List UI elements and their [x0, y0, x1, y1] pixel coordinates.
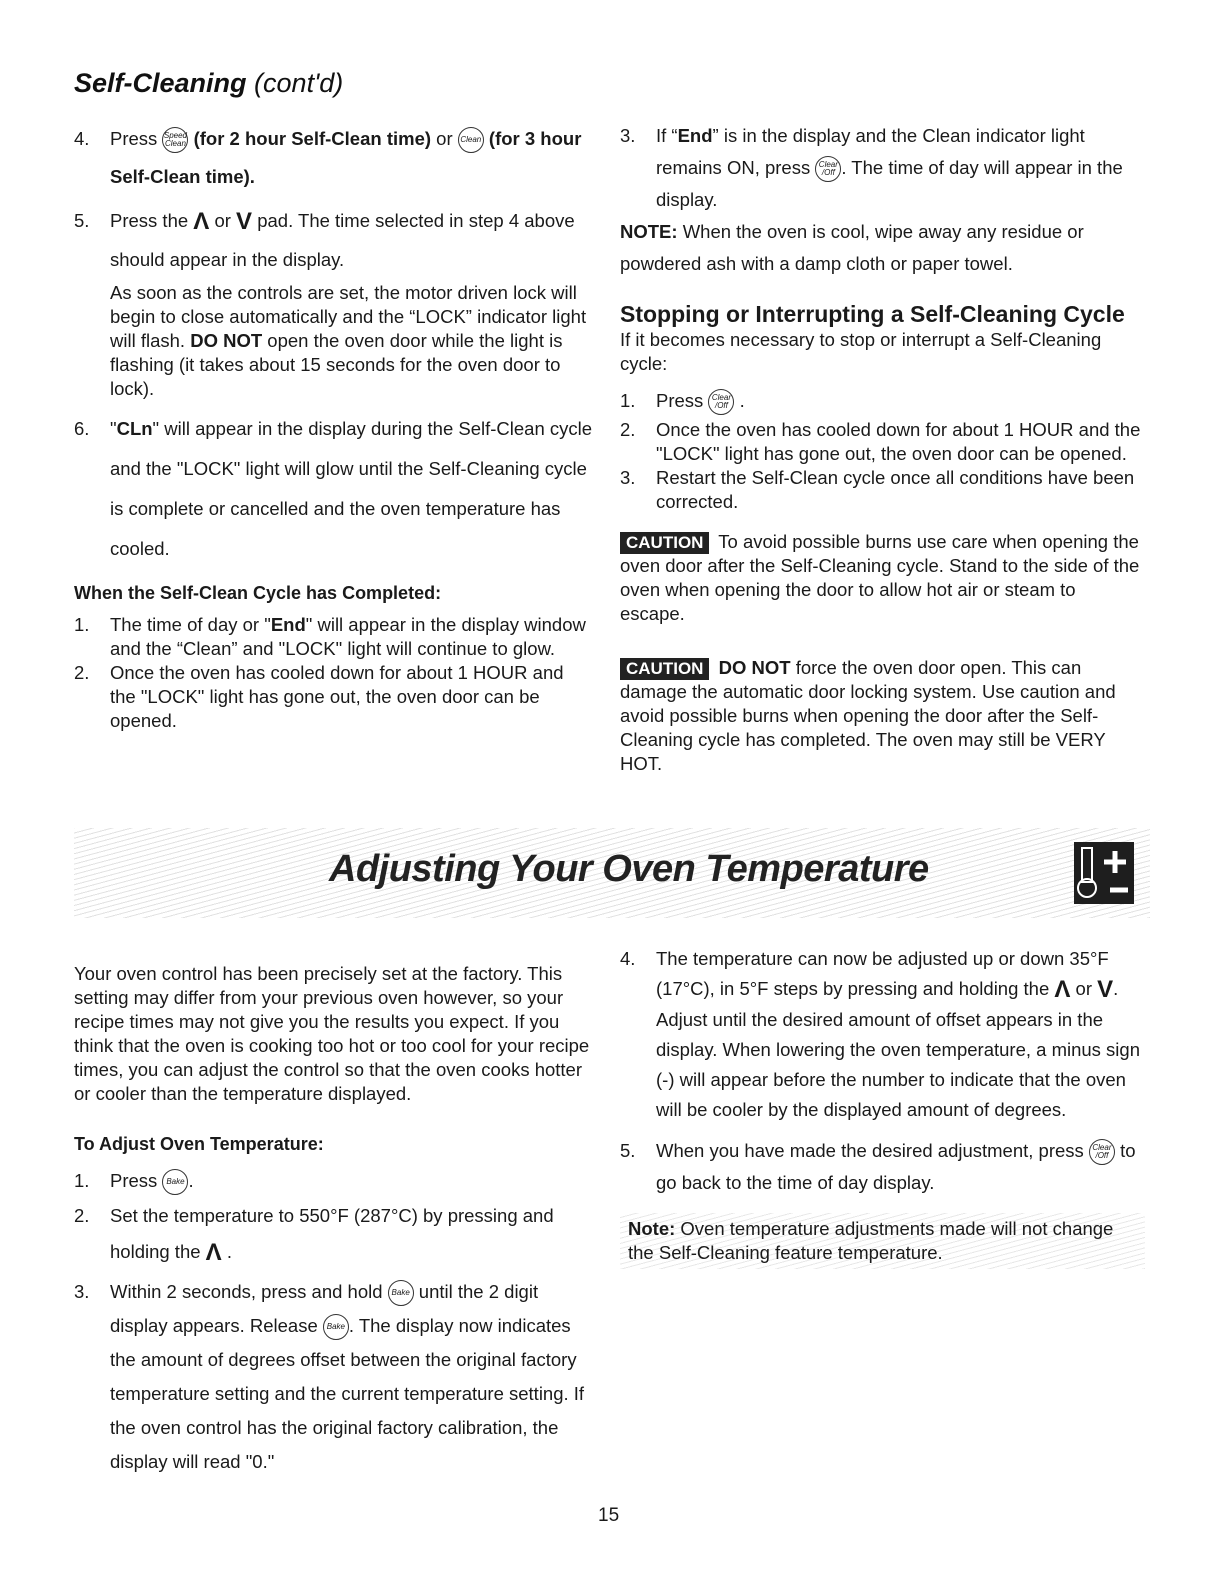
step-text: pad. The time selected in step 4 above should appear in the display. [110, 210, 575, 270]
stop-step-2 [620, 418, 1145, 466]
step-text: open the oven door while the light is flashing (it takes about 15 seconds for the oven door to lock). [110, 330, 563, 399]
completed-step-1 [74, 613, 594, 661]
banner-title: Adjusting Your Oven Temperature [329, 848, 929, 890]
speed-clean-button-icon: Speed Clean [162, 127, 188, 153]
step-number: 5. [74, 210, 90, 231]
step-text: The time of day or " [110, 614, 271, 635]
step-text: to go back to the time of day display. [656, 1140, 1136, 1193]
adjust-step-1 [74, 1164, 596, 1198]
section-title-rest: (cont'd) [254, 68, 344, 98]
step-text: Once the oven has cooled down for about 1 HOUR and the "LOCK" light has gone out, the oven door can be opened. [656, 419, 1141, 464]
bake-button-icon: Bake [388, 1280, 414, 1306]
caution-1 [620, 530, 1145, 626]
step-text: or [436, 128, 453, 149]
adjust-step-5 [620, 1135, 1145, 1199]
caution-bold: DO NOT [718, 657, 791, 678]
caution-badge: CAUTION [620, 658, 709, 680]
section-title-bold: Self-Cleaning [74, 68, 247, 98]
bake-button-icon: Bake [323, 1314, 349, 1340]
adjust-intro: Your oven control has been precisely set at the factory. This setting may differ from your previous oven however, so your recipe times may not give you the results you expect. If you think that the oven is cooking too hot or too cool for your recipe times, you can adjust the control so that the oven cooks hotter or cooler than the temperature displayed. [74, 963, 590, 1104]
page-number: 15 [598, 1505, 620, 1526]
stop-heading: Stopping or Interrupting a Self-Cleaning Cycle [620, 301, 1125, 327]
step-number: 1. [620, 390, 636, 411]
step-text: . [226, 1241, 232, 1262]
note [620, 216, 1145, 280]
stop-step-3 [620, 466, 1145, 514]
step-number: 4. [74, 128, 90, 149]
step-text: ” is in the display and the Clean indicator light remains ON, press [656, 125, 1085, 178]
step-text: Within 2 seconds, press and hold [110, 1281, 383, 1302]
clear-off-button-icon: Clear /Off [708, 389, 734, 415]
completed-step-2 [74, 661, 594, 733]
step-number: 6. [74, 418, 90, 439]
down-arrow-icon: V [236, 208, 253, 235]
section-banner [74, 828, 1150, 918]
caution-text: force the oven door open. This can damage the automatic door locking system. Use caution and avoid possible burns when opening the door after the Self-Cleaning cycle has completed. The oven may still be VERY HOT. [620, 657, 1116, 774]
step-number: 3. [620, 467, 636, 488]
bake-button-icon: Bake [162, 1169, 188, 1195]
step-text: Restart the Self-Clean cycle once all conditions have been corrected. [656, 467, 1135, 512]
adjust-right-column [620, 944, 1145, 1269]
step-5 [74, 202, 594, 279]
step-text: . [188, 1170, 194, 1191]
step-number: 2. [620, 419, 636, 440]
step-text: Set the temperature to 550°F (287°C) by pressing and holding the [110, 1205, 554, 1262]
down-arrow-icon: V [1097, 976, 1114, 1003]
step-6 [74, 409, 594, 569]
note-box [620, 1213, 1145, 1269]
step-text: Once the oven has cooled down for about 1 HOUR and the "LOCK" light has gone out, the oven door can be opened. [110, 662, 564, 731]
adjust-left-column [74, 962, 596, 1479]
adjust-step-4 [620, 944, 1145, 1125]
step-number: 5. [620, 1140, 636, 1161]
completed-heading: When the Self-Clean Cycle has Completed: [74, 583, 442, 603]
step-3 [620, 120, 1145, 216]
note-text: Oven temperature adjustments made will not change the Self-Cleaning feature temperature. [628, 1218, 1114, 1263]
step-number: 2. [74, 662, 90, 683]
step-text: Press the [110, 210, 189, 231]
step-text: When you have made the desired adjustment, press [656, 1140, 1084, 1161]
adjust-step-2 [74, 1198, 596, 1271]
clear-off-button-icon: Clear /Off [815, 156, 841, 182]
step-text: Press [656, 390, 704, 411]
section-title [74, 68, 343, 99]
step-bold: End [677, 125, 713, 146]
step-number: 1. [74, 1170, 90, 1191]
step-text: or [1075, 978, 1092, 999]
step-text: " will appear in the display window and the “Clean” and "LOCK" light will continue to glow. [110, 614, 586, 659]
step-text: If “ [656, 125, 678, 146]
step-text: As soon as the controls are set, the motor driven lock will begin to close automatically and the “LOCK” indicator light will flash. [110, 282, 587, 351]
step-bold: (for 2 hour Self-Clean time) [193, 128, 432, 149]
step-text: . Adjust until the desired amount of offset appears in the display. When lowering the oven temperature, a minus sign (-) will appear before the number to indicate that the oven will be cooler by the displayed amount of degrees. [656, 978, 1140, 1120]
step-text: The temperature can now be adjusted up or down 35°F (17°C), in 5°F steps by pressing and holding the [656, 948, 1109, 999]
caution-2 [620, 656, 1145, 776]
adjust-step-3 [74, 1275, 596, 1479]
step-bold: End [270, 614, 306, 635]
step-5-detail [74, 281, 594, 401]
step-text: . The display now indicates the amount of degrees offset between the original factory temperature setting and the current temperature setting. If the oven control has the original factory calibration, the display will read "0." [110, 1315, 585, 1472]
step-4 [74, 120, 594, 196]
step-number: 4. [620, 948, 636, 969]
up-arrow-icon: Λ [205, 1239, 222, 1266]
clean-button-icon: Clean [458, 127, 484, 153]
step-number: 3. [620, 125, 636, 146]
up-arrow-icon: Λ [1054, 976, 1071, 1003]
up-arrow-icon: Λ [193, 208, 210, 235]
note-text: When the oven is cool, wipe away any residue or powdered ash with a damp cloth or paper towel. [620, 221, 1084, 274]
step-number: 3. [74, 1281, 90, 1302]
step-bold: (for 3 hour Self-Clean time). [110, 128, 582, 187]
step-text: Press [110, 1170, 158, 1191]
step-text: . [739, 390, 745, 411]
thermometer-plus-minus-icon [1074, 842, 1134, 904]
step-text: " [110, 418, 117, 439]
caution-badge: CAUTION [620, 532, 709, 554]
right-column-top [620, 120, 1145, 776]
step-text: or [214, 210, 231, 231]
clear-off-button-icon: Clear /Off [1089, 1139, 1115, 1165]
step-bold: CLn [116, 418, 153, 439]
step-number: 1. [74, 614, 90, 635]
step-text: . The time of day will appear in the display. [656, 157, 1123, 210]
note-label: NOTE: [620, 221, 678, 242]
caution-text: To avoid possible burns use care when opening the oven door after the Self-Cleaning cycle. Stand to the side of the oven when opening the door to allow hot air or steam to escape. [620, 531, 1140, 624]
step-text: until the 2 digit display appears. Release [110, 1281, 539, 1336]
step-text: Press [110, 128, 158, 149]
note-label: Note: [628, 1218, 676, 1239]
stop-intro: If it becomes necessary to stop or interrupt a Self-Cleaning cycle: [620, 329, 1102, 374]
step-text: " will appear in the display during the Self-Clean cycle and the "LOCK" light will glow until the Self-Cleaning cycle is complete or cancelled and the oven temperature has cooled. [110, 418, 593, 559]
adjust-heading: To Adjust Oven Temperature: [74, 1134, 324, 1154]
stop-step-1 [620, 384, 1145, 418]
step-number: 2. [74, 1205, 90, 1226]
left-column-top [74, 120, 594, 733]
step-bold: DO NOT [190, 330, 263, 351]
